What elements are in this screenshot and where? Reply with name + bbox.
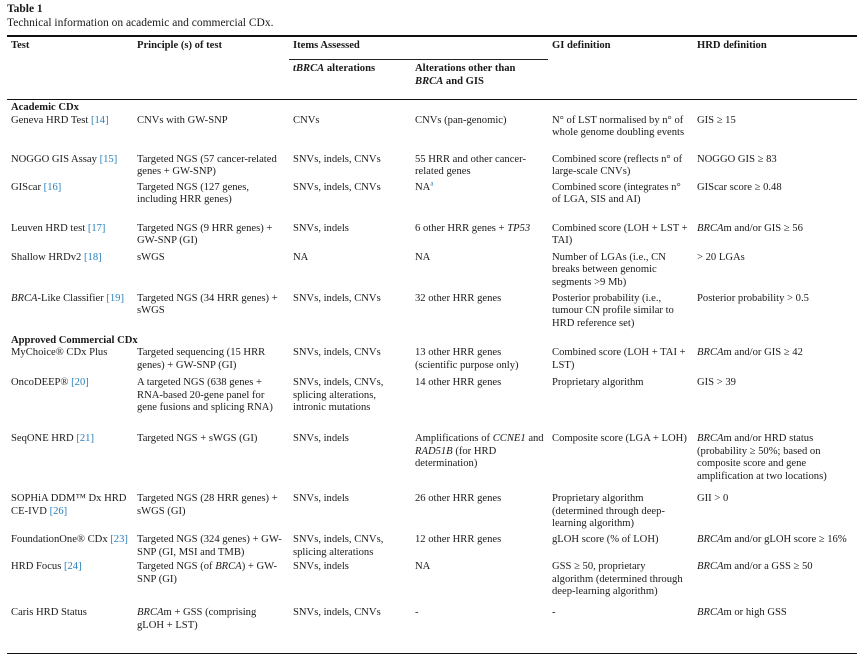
subheader-other-alterations: Alterations other than BRCA and GIS (415, 63, 516, 87)
cdx-table (7, 38, 857, 637)
table-row: MyChoice® CDx Plus Targeted sequencing (15 HRR genes) + GW-SNP (GI) SNVs, indels, CNVs 13 other HRR genes (scientific purpose only) Combined score (LOH + TAI + LST) BRCAm and/or GIS ≥ 42 (11, 347, 803, 371)
table-row: SOPHiA DDM™ Dx HRD CE-IVD [26] Targeted NGS (28 HRR genes) + sWGS (GI) SNVs, indels 26 other HRR genes Proprietary algorithm (determined through deep-learning algorithm) GII > 0 (11, 493, 729, 530)
table-row: SeqONE HRD [21] Targeted NGS + sWGS (GI) SNVs, indels Amplifications of CCNE1 and RAD51B (for HRD determination) Composite score (LGA + LOH) BRCAm and/or HRD status (probability ≥ 50%; based on composite score and gene amplification at two locations) (11, 433, 827, 482)
table-row: OncoDEEP® [20] A targeted NGS (638 genes + RNA-based 20-gene panel for gene fusions and splicing RNA) SNVs, indels, CNVs, splicing alterations, intronic mutations 14 other HRR genes Proprietary algorithm GIS > 39 (11, 377, 736, 414)
col-header-test: Test (11, 40, 30, 51)
col-header-principle: Principle (s) of test (137, 40, 223, 51)
table-row: FoundationOne® CDx [23] Targeted NGS (324 genes) + GW-SNP (GI, MSI and TMB) SNVs, indels, CNVs, splicing alterations 12 other HRR genes gLOH score (% of LOH) BRCAm and/or gLOH score ≥ 16% (11, 534, 847, 558)
table-row: Geneva HRD Test [14] CNVs with GW-SNP CNVs CNVs (pan-genomic) N° of LST normalised by n° of whole genome doubling events GIS ≥ 15 (11, 114, 736, 139)
col-header-gi-definition: GI definition (552, 40, 611, 51)
table-row: Caris HRD Status BRCAm + GSS (comprising gLOH + LST) SNVs, indels, CNVs - - BRCAm or high GSS (11, 607, 787, 631)
table-row: HRD Focus [24] Targeted NGS (of BRCA) + GW-SNP (GI) SNVs, indels NA GSS ≥ 50, proprietary algorithm (determined through deep-learning algorithm) BRCAm and/or a GSS ≥ 50 (11, 561, 813, 598)
table-row: BRCA-Like Classifier [19] Targeted NGS (34 HRR genes) + sWGS SNVs, indels, CNVs 32 other HRR genes Posterior probability (i.e., tumour CN profile similar to HRD reference set) Posterior probability > 0.5 (11, 292, 809, 329)
table-caption (7, 2, 273, 30)
col-header-hrd-definition: HRD definition (697, 40, 767, 51)
table-row: Shallow HRDv2 [18] sWGS NA NA Number of LGAs (i.e., CN breaks between genomic segments >9 Mb) > 20 LGAs (11, 251, 745, 288)
section-academic: Academic CDx (11, 102, 79, 113)
col-header-items-assessed: Items Assessed (289, 38, 548, 60)
subheader-tbrca: tBRCA alterations (293, 63, 376, 74)
table-row: NOGGO GIS Assay [15] Targeted NGS (57 cancer-related genes + GW-SNP) SNVs, indels, CNVs 55 HRR and other cancer-related genes Combined score (reflects n° of large-scale CNVs) NOGGO GIS ≥ 83 (11, 153, 777, 178)
table-number: Table 1 (7, 3, 43, 15)
table-title: Technical information on academic and commercial CDx. (7, 17, 274, 29)
top-rule (7, 35, 857, 37)
bottom-rule (7, 653, 857, 654)
table-row: Leuven HRD test [17] Targeted NGS (9 HRR genes) + GW-SNP (GI) SNVs, indels 6 other HRR genes + TP53 Combined score (LOH + LST + TAI) BRCAm and/or GIS ≥ 56 (11, 222, 803, 247)
section-commercial: Approved Commercial CDx (11, 334, 138, 346)
table-row: GIScar [16] Targeted NGS (127 genes, including HRR genes) SNVs, indels, CNVs $NA^a$ Combined score (integrates n° of LGA, SIS and AI) GIScar score ≥ 0.48 (11, 179, 782, 206)
